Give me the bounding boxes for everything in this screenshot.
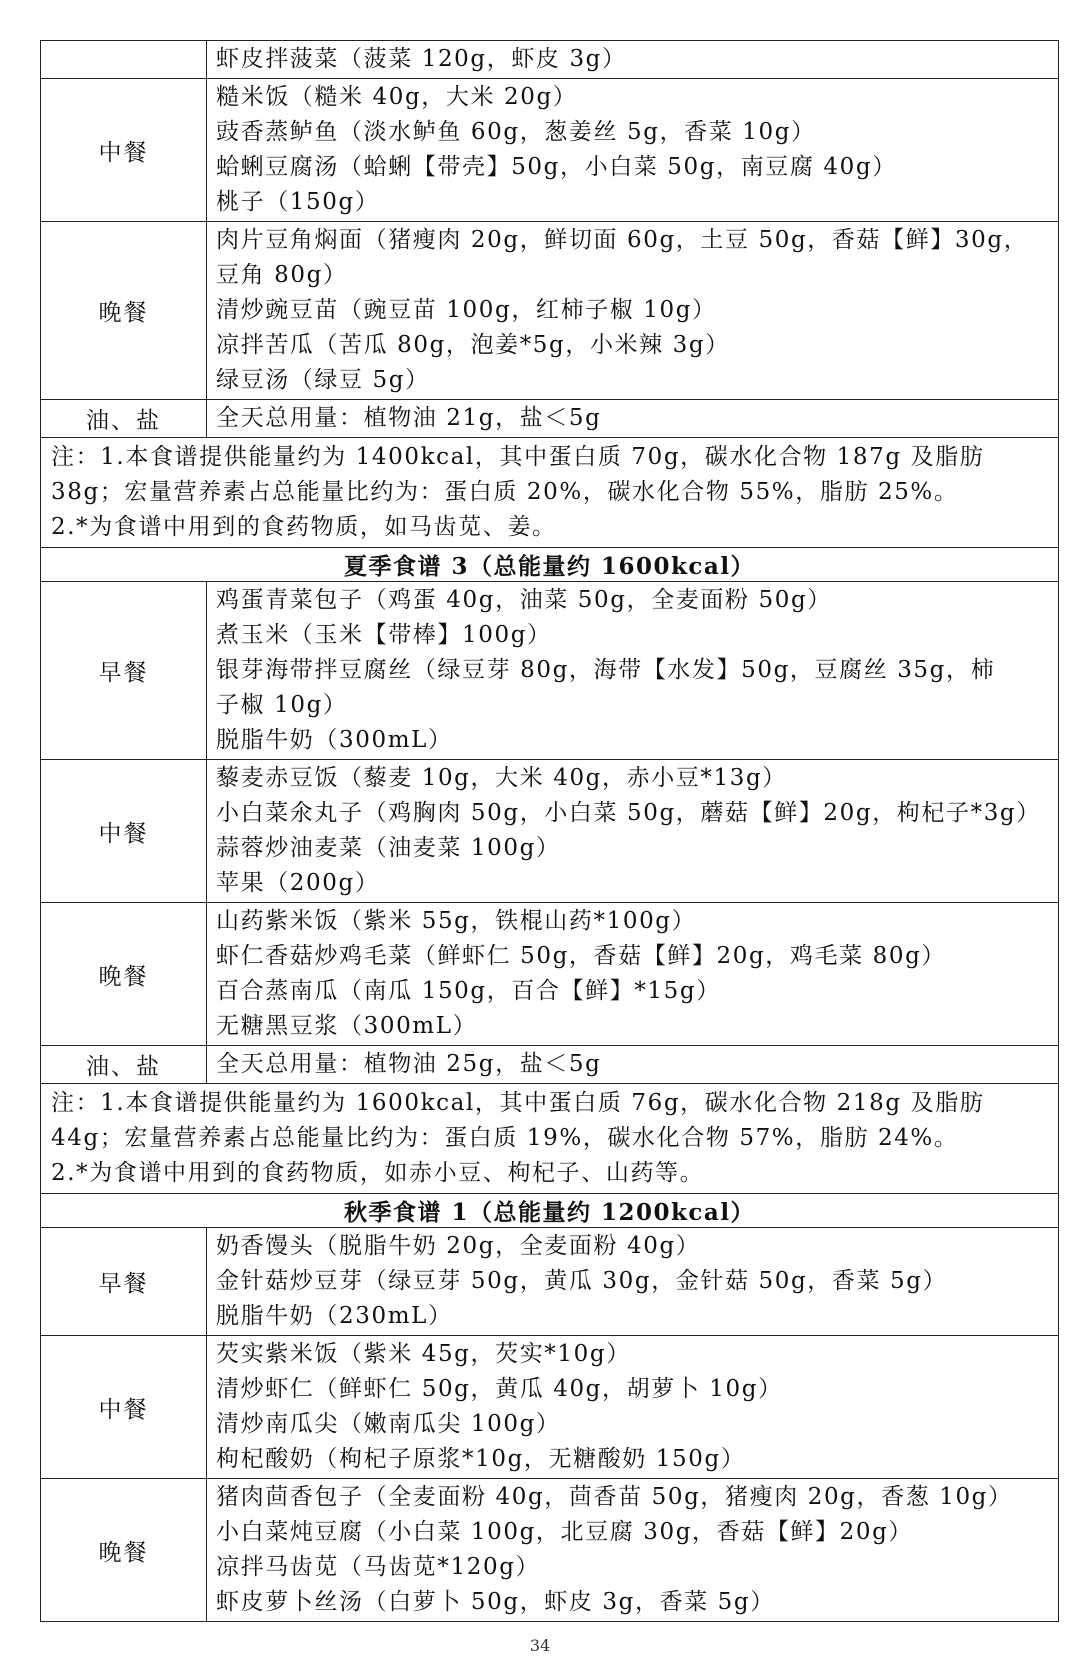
meal-cell: 早餐: [41, 582, 207, 760]
dish-line: 虾皮拌菠菜（菠菜 120g，虾皮 3g）: [216, 46, 627, 72]
note-line: 44g；宏量营养素占总能量比约为：蛋白质 19%，碳水化合物 57%，脂肪 24%。: [51, 1125, 959, 1151]
dish-line: 煮玉米（玉米【带棒】100g）: [216, 622, 552, 648]
dish-line: 清炒豌豆苗（豌豆苗 100g，红柿子椒 10g）: [216, 297, 717, 323]
dish-line: 子椒 10g）: [216, 692, 348, 718]
note-line: 38g；宏量营养素占总能量比约为：蛋白质 20%，碳水化合物 55%，脂肪 25%。: [51, 479, 959, 505]
dish-line: 山药紫米饭（紫米 55g，铁棍山药*100g）: [216, 908, 697, 934]
dish-line: 桃子（150g）: [216, 189, 380, 215]
items-cell: [207, 760, 1059, 903]
dish-line: 脱脂牛奶（300mL）: [216, 727, 453, 753]
dish-line: 小白菜氽丸子（鸡胸肉 50g，小白菜 50g，蘑菇【鲜】20g，枸杞子*3g）: [216, 800, 1041, 826]
note-row: [41, 438, 1059, 548]
meal-cell: 晚餐: [41, 222, 207, 400]
dish-line: 百合蒸南瓜（南瓜 150g，百合【鲜】*15g）: [216, 978, 721, 1004]
dish-line: 蒜蓉炒油麦菜（油麦菜 100g）: [216, 835, 561, 861]
meal-cell: 中餐: [41, 760, 207, 903]
dish-line: 苹果（200g）: [216, 870, 380, 896]
table-row: [41, 41, 1059, 79]
items-cell: [207, 79, 1059, 222]
table-row: [41, 1336, 1059, 1479]
meal-cell: 中餐: [41, 1336, 207, 1479]
dish-line: 肉片豆角焖面（猪瘦肉 20g，鲜切面 60g，土豆 50g，香菇【鲜】30g，: [216, 227, 1029, 253]
dish-line: 豆角 80g）: [216, 262, 348, 288]
items-cell: [207, 400, 1059, 438]
page-number: 34: [529, 1636, 551, 1655]
dish-line: 全天总用量：植物油 21g，盐＜5g: [216, 405, 602, 431]
dish-line: 奶香馒头（脱脂牛奶 20g，全麦面粉 40g）: [216, 1233, 701, 1259]
section-heading: 夏季食谱 3（总能量约 1600kcal）: [41, 548, 1059, 582]
dish-line: 鸡蛋青菜包子（鸡蛋 40g，油菜 50g，全麦面粉 50g）: [216, 587, 832, 613]
dish-line: 清炒南瓜尖（嫩南瓜尖 100g）: [216, 1411, 561, 1437]
menu-page: [40, 40, 1058, 1622]
note-line: 注：1.本食谱提供能量约为 1400kcal，其中蛋白质 70g，碳水化合物 187g 及脂肪: [51, 444, 985, 470]
dish-line: 芡实紫米饭（紫米 45g，芡实*10g）: [216, 1341, 631, 1367]
note-row: [41, 1084, 1059, 1194]
table-row: [41, 79, 1059, 222]
items-cell: [207, 903, 1059, 1046]
dish-line: 凉拌苦瓜（苦瓜 80g，泡姜*5g，小米辣 3g）: [216, 332, 730, 358]
section-heading-row: [41, 548, 1059, 582]
recipe-table: [40, 40, 1059, 1622]
dish-line: 枸杞酸奶（枸杞子原浆*10g，无糖酸奶 150g）: [216, 1446, 746, 1472]
table-row: [41, 582, 1059, 760]
dish-line: 绿豆汤（绿豆 5g）: [216, 367, 430, 393]
dish-line: 豉香蒸鲈鱼（淡水鲈鱼 60g，葱姜丝 5g，香菜 10g）: [216, 119, 816, 145]
dish-line: 清炒虾仁（鲜虾仁 50g，黄瓜 40g，胡萝卜 10g）: [216, 1376, 783, 1402]
items-cell: [207, 222, 1059, 400]
dish-line: 全天总用量：植物油 25g，盐＜5g: [216, 1051, 602, 1077]
items-cell: [207, 41, 1059, 79]
note-cell: [41, 438, 1059, 548]
table-row: [41, 222, 1059, 400]
meal-cell: 中餐: [41, 79, 207, 222]
table-row: [41, 400, 1059, 438]
dish-line: 蛤蜊豆腐汤（蛤蜊【带壳】50g，小白菜 50g，南豆腐 40g）: [216, 154, 897, 180]
dish-line: 无糖黑豆浆（300mL）: [216, 1013, 478, 1039]
dish-line: 虾皮萝卜丝汤（白萝卜 50g，虾皮 3g，香菜 5g）: [216, 1589, 775, 1615]
items-cell: [207, 1046, 1059, 1084]
note-line: 2.*为食谱中用到的食药物质，如马齿苋、姜。: [51, 514, 557, 540]
table-row: [41, 1228, 1059, 1336]
table-row: [41, 903, 1059, 1046]
dish-line: 猪肉茴香包子（全麦面粉 40g，茴香苗 50g，猪瘦肉 20g，香葱 10g）: [216, 1484, 1013, 1510]
meal-cell: 油、盐: [41, 1046, 207, 1084]
dish-line: 藜麦赤豆饭（藜麦 10g，大米 40g，赤小豆*13g）: [216, 765, 787, 791]
meal-cell: 晚餐: [41, 903, 207, 1046]
note-cell: [41, 1084, 1059, 1194]
table-row: [41, 1479, 1059, 1622]
note-line: 2.*为食谱中用到的食药物质，如赤小豆、枸杞子、山药等。: [51, 1160, 705, 1186]
dish-line: 小白菜炖豆腐（小白菜 100g，北豆腐 30g，香菇【鲜】20g）: [216, 1519, 914, 1545]
table-row: [41, 1046, 1059, 1084]
meal-cell: 晚餐: [41, 1479, 207, 1622]
dish-line: 脱脂牛奶（230mL）: [216, 1303, 453, 1329]
items-cell: [207, 582, 1059, 760]
section-heading: 秋季食谱 1（总能量约 1200kcal）: [41, 1194, 1059, 1228]
meal-cell: 油、盐: [41, 400, 207, 438]
dish-line: 银芽海带拌豆腐丝（绿豆芽 80g，海带【水发】50g，豆腐丝 35g，柿: [216, 657, 996, 683]
dish-line: 虾仁香菇炒鸡毛菜（鲜虾仁 50g，香菇【鲜】20g，鸡毛菜 80g）: [216, 943, 946, 969]
items-cell: [207, 1336, 1059, 1479]
dish-line: 凉拌马齿苋（马齿苋*120g）: [216, 1554, 541, 1580]
table-row: [41, 760, 1059, 903]
dish-line: 金针菇炒豆芽（绿豆芽 50g，黄瓜 30g，金针菇 50g，香菜 5g）: [216, 1268, 948, 1294]
meal-cell: [41, 41, 207, 79]
section-heading-row: [41, 1194, 1059, 1228]
dish-line: 糙米饭（糙米 40g，大米 20g）: [216, 84, 578, 110]
items-cell: [207, 1228, 1059, 1336]
note-line: 注：1.本食谱提供能量约为 1600kcal，其中蛋白质 76g，碳水化合物 218g 及脂肪: [51, 1090, 985, 1116]
items-cell: [207, 1479, 1059, 1622]
meal-cell: 早餐: [41, 1228, 207, 1336]
